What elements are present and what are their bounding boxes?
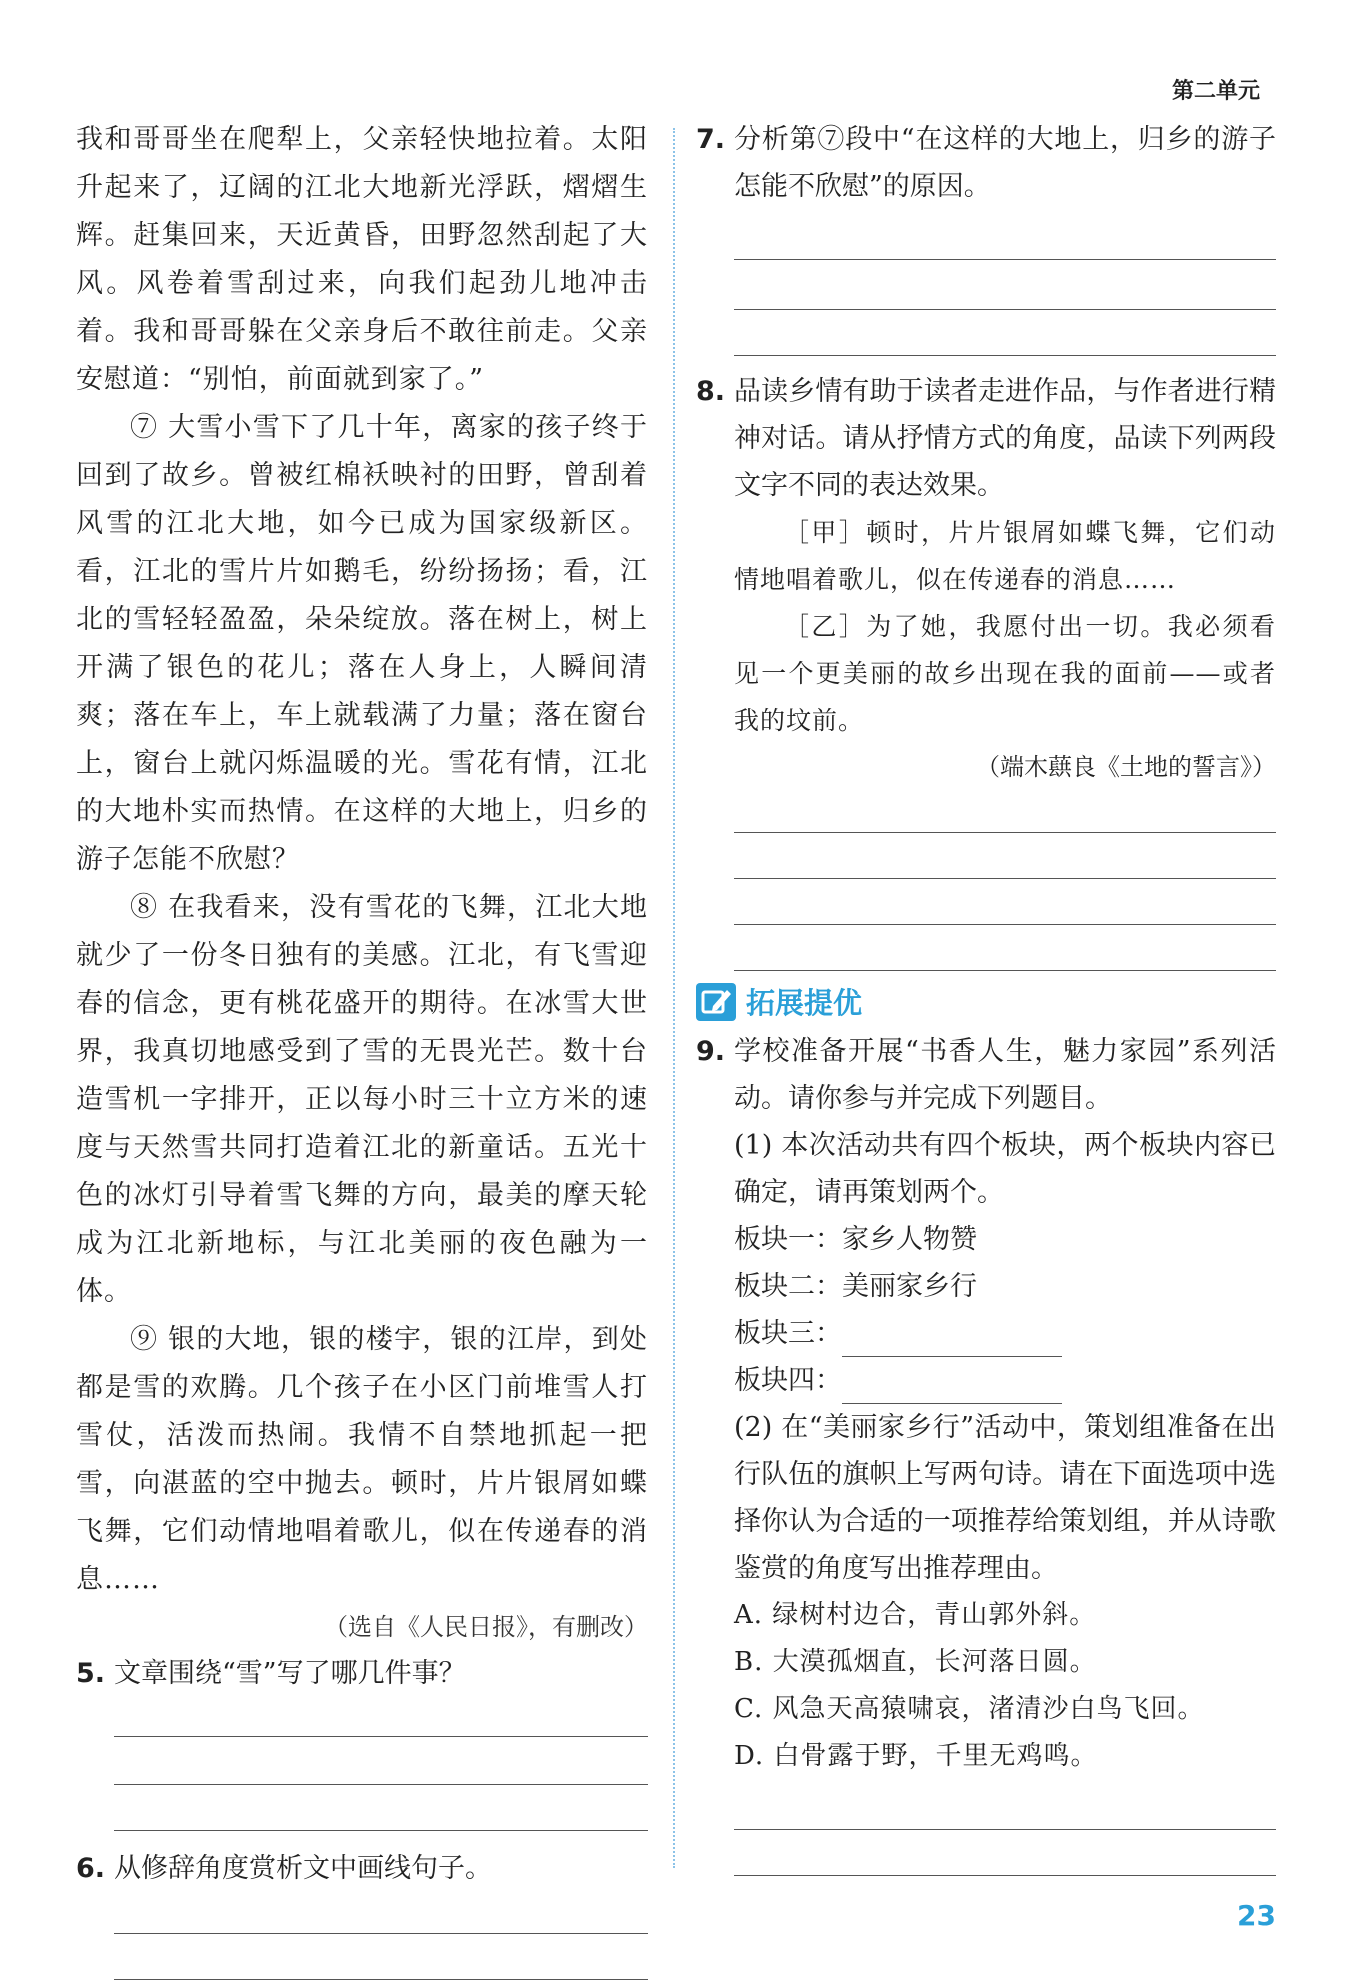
question-text: 文章围绕“雪”写了哪几件事？: [114, 1658, 466, 1689]
question-number: 5.: [76, 1658, 106, 1689]
question-text: 学校准备开展“书香人生，魅力家园”系列活动。请你参与并完成下列题目。: [734, 1036, 1276, 1114]
passage-paragraph-7: ⑦ 大雪小雪下了几十年，离家的孩子终于回到了故乡。曾被红棉袄映衬的田野，曾刮着风雪的江北大地，如今已成为国家级新区。看，江北的雪片片如鹅毛，纷纷扬扬；看，江北的雪轻轻盈盈，朵朵绽放。落在树上，树上开满了银色的花儿；落在人身上，人瞬间清爽；落在车上，车上就载满了力量；落在窗台上，窗台上就闪烁温暖的光。雪花有情，江北的大地朴实而热情。在这样的大地上，归乡的游子怎能不欣慰？: [76, 412, 648, 875]
quote-jia: ［甲］顿时，片片银屑如蝶飞舞，它们动情地唱着歌儿，似在传递春的消息……: [734, 518, 1276, 594]
column-divider: [673, 128, 675, 1868]
block-1: 板块一：家乡人物赞: [734, 1224, 977, 1255]
block-4-blank[interactable]: [842, 1373, 1062, 1404]
question-number: 9.: [696, 1036, 726, 1067]
block-3-blank[interactable]: [842, 1326, 1062, 1357]
question-8: [696, 368, 1276, 509]
block-3-label: 板块三：: [734, 1318, 842, 1349]
block-4-row: [734, 1357, 1276, 1404]
answer-lines-q5[interactable]: [114, 1697, 648, 1831]
answer-line[interactable]: [734, 310, 1276, 356]
answer-line[interactable]: [734, 1780, 1276, 1830]
question-6: [76, 1845, 648, 1892]
answer-lines-q6[interactable]: [114, 1892, 648, 1980]
passage-paragraph-6-end: 我和哥哥坐在爬犁上，父亲轻快地拉着。太阳升起来了，辽阔的江北大地新光浮跃，熠熠生辉。赶集回来，天近黄昏，田野忽然刮起了大风。风卷着雪刮过来，向我们起劲儿地冲击着。我和哥哥躲在父亲身后不敢往前走。父亲安慰道：“别怕，前面就到家了。”: [76, 124, 648, 395]
passage-paragraph-8: ⑧ 在我看来，没有雪花的飞舞，江北大地就少了一份冬日独有的美感。江北，有飞雪迎春的信念，更有桃花盛开的期待。在冰雪大世界，我真切地感受到了雪的无畏光芒。数十台造雪机一字排开，正以每小时三十立方米的速度与天然雪共同打造着江北的新童话。五光十色的冰灯引导着雪飞舞的方向，最美的摩天轮成为江北新地标，与江北美丽的夜色融为一体。: [76, 892, 648, 1307]
passage-source: （选自《人民日报》，有删改）: [324, 1613, 648, 1641]
question-number: 8.: [696, 376, 726, 407]
option-d[interactable]: D. 白骨露于野，千里无鸡鸣。: [734, 1741, 1098, 1771]
question-text: 品读乡情有助于读者走进作品，与作者进行精神对话。请从抒情方式的角度，品读下列两段文字不同的表达效果。: [734, 376, 1276, 501]
answer-line[interactable]: [114, 1892, 648, 1934]
block-2: 板块二：美丽家乡行: [734, 1271, 977, 1302]
section-heading: [696, 981, 1276, 1022]
question-7: [696, 116, 1276, 210]
quote-yi-source: （端木蕻良《土地的誓言》）: [976, 753, 1276, 781]
question-text: 分析第⑦段中“在这样的大地上，归乡的游子怎能不欣慰”的原因。: [734, 124, 1276, 202]
answer-lines-q8[interactable]: [734, 791, 1276, 971]
question-number: 7.: [696, 124, 726, 155]
answer-line[interactable]: [734, 833, 1276, 879]
answer-lines-q7[interactable]: [734, 210, 1276, 356]
passage-paragraph-9: ⑨ 银的大地，银的楼宇，银的江岸，到处都是雪的欢腾。几个孩子在小区门前堆雪人打雪仗，活泼而热闹。我情不自禁地抓起一把雪，向湛蓝的空中抛去。顿时，片片银屑如蝶飞舞，它们动情地唱着歌儿，似在传递春的消息……: [76, 1324, 648, 1595]
question-number: 6.: [76, 1853, 106, 1884]
answer-line[interactable]: [734, 925, 1276, 971]
answer-line[interactable]: [734, 1830, 1276, 1876]
edit-pencil-icon: [696, 983, 736, 1021]
block-3-row: [734, 1310, 1276, 1357]
option-a[interactable]: A. 绿树村边合，青山郭外斜。: [734, 1600, 1097, 1630]
option-c[interactable]: C. 风急天高猿啸哀，渚清沙白鸟飞回。: [734, 1694, 1205, 1724]
answer-line[interactable]: [114, 1697, 648, 1737]
answer-line[interactable]: [114, 1934, 648, 1980]
page-number: 23: [1237, 1899, 1276, 1932]
answer-line[interactable]: [114, 1785, 648, 1831]
answer-line[interactable]: [734, 210, 1276, 260]
question-text: 从修辞角度赏析文中画线句子。: [114, 1853, 492, 1884]
question-5: [76, 1650, 648, 1697]
option-b[interactable]: B. 大漠孤烟直，长河落日圆。: [734, 1647, 1097, 1677]
answer-line[interactable]: [734, 879, 1276, 925]
answer-lines-q9[interactable]: [734, 1780, 1276, 1876]
answer-line[interactable]: [734, 260, 1276, 310]
answer-line[interactable]: [114, 1737, 648, 1785]
block-4-label: 板块四：: [734, 1365, 842, 1396]
answer-line[interactable]: [734, 791, 1276, 833]
right-column: [696, 116, 1276, 1876]
unit-label: 第二单元: [1171, 79, 1260, 104]
left-column: [76, 116, 648, 1980]
question-9: [696, 1028, 1276, 1122]
question-9-part-2: (2) 在“美丽家乡行”活动中，策划组准备在出行队伍的旗帜上写两句诗。请在下面选项中选择你认为合适的一项推荐给策划组，并从诗歌鉴赏的角度写出推荐理由。: [734, 1412, 1276, 1584]
question-9-part-1: (1) 本次活动共有四个板块，两个板块内容已确定，请再策划两个。: [734, 1130, 1276, 1208]
quote-yi: ［乙］为了她，我愿付出一切。我必须看见一个更美丽的故乡出现在我的面前——或者我的坟前。: [734, 612, 1276, 735]
section-title: 拓展提优: [746, 986, 863, 1020]
